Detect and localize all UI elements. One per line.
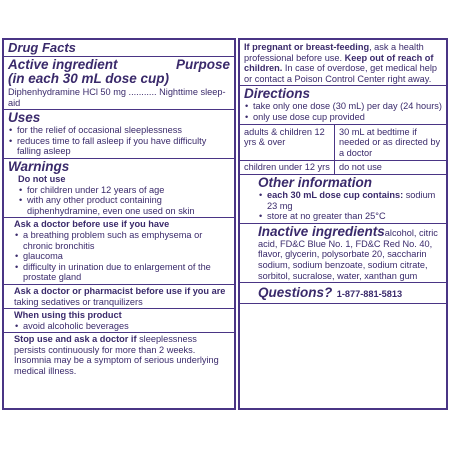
dosage-amount-cell: 30 mL at bedtime if needed or as directed by a doctor <box>339 126 441 158</box>
when-using-list <box>14 321 230 332</box>
ask-doctor-item: • glaucoma <box>14 251 230 262</box>
stop-use-text <box>4 333 234 377</box>
do-not-use-list <box>8 185 230 217</box>
directions-heading: Directions <box>244 86 311 102</box>
dosage-row <box>240 125 446 162</box>
do-not-use-heading: Do not use <box>18 173 66 184</box>
directions-item: • only use dose cup provided <box>244 112 442 123</box>
drug-facts-right-panel <box>238 38 448 410</box>
ask-doctor-item: • difficulty in urination due to enlargement of the prostate gland <box>14 262 230 283</box>
dosage-row <box>240 161 446 174</box>
dosage-age-cell: children under 12 yrs <box>240 161 335 174</box>
pregnancy-warning <box>240 40 446 85</box>
questions-section <box>240 283 446 303</box>
drug-facts-left-panel <box>2 38 236 410</box>
other-info-rest: sodium 23 mg <box>267 189 436 211</box>
other-info-heading: Other information <box>258 174 372 190</box>
other-info-item: • store at no greater than 25°C <box>258 211 442 222</box>
ask-pharmacist-rest: taking sedatives or tranquilizers <box>14 296 143 307</box>
dosage-table <box>240 124 446 175</box>
ask-doctor-heading: Ask a doctor before use if you have <box>14 219 170 230</box>
overdose-text: In case of overdose, get medical help or contact a Poison Control Center right away. <box>244 63 438 84</box>
other-info-item <box>258 190 442 211</box>
when-using-heading: When using this product <box>14 310 122 321</box>
uses-list <box>8 125 230 157</box>
ask-pharmacist-bold: Ask a doctor or pharmacist before use if you are <box>14 285 226 296</box>
uses-heading: Uses <box>8 110 41 126</box>
dosage-age-cell: adults & children 12 yrs & over <box>240 125 335 161</box>
pregnancy-text: , ask a health professional before use. <box>244 42 424 63</box>
other-info-list <box>258 190 442 222</box>
uses-item: • reduces time to fall asleep if you have difficulty falling asleep <box>8 136 230 157</box>
inactive-text: alcohol, citric acid, FD&C Blue No. 1, FD&C Red No. 40, flavor, glycerin, polysorbate 20, saccharin sodium, sodium benzoate, sodium citrate, sorbitol, sucralose, water, xanthan gum <box>258 227 438 281</box>
warnings-heading: Warnings <box>8 158 70 174</box>
ask-doctor-item: • a breathing problem such as emphysema or chronic bronchitis <box>14 230 230 251</box>
when-using-item: • avoid alcoholic beverages <box>14 321 230 332</box>
do-not-use-item: • with any other product containing diphenhydramine, even one used on skin <box>18 195 230 216</box>
active-ingredient-line: Diphenhydramine HCl 50 mg ........... Nighttime sleep-aid <box>8 87 226 108</box>
questions-phone: 1-877-881-5813 <box>336 289 403 300</box>
other-info-bold: each 30 mL dose cup contains: <box>267 189 404 200</box>
ask-pharmacist-text <box>4 285 234 308</box>
drug-facts-title: Drug Facts <box>8 40 76 55</box>
purpose-heading: Purpose <box>175 57 230 72</box>
dosage-amount-cell: do not use <box>339 162 382 173</box>
ask-doctor-list <box>14 230 230 283</box>
stop-use-bold: Stop use and ask a doctor if <box>14 334 137 345</box>
pregnancy-bold: If pregnant or breast-feeding <box>244 42 370 52</box>
active-ingredient-subheading: (in each 30 mL dose cup) <box>8 71 170 86</box>
active-ingredient-heading: Active ingredient <box>8 57 118 72</box>
stop-use-rest: sleeplessness persists continuously for more than 2 weeks. Insomnia may be a symptom of serious underlying medical illness. <box>14 334 219 377</box>
uses-item: • for the relief of occasional sleeplessness <box>8 125 230 136</box>
do-not-use-item: • for children under 12 years of age <box>18 185 230 196</box>
inactive-heading: Inactive ingredients <box>258 223 385 239</box>
questions-heading: Questions? <box>258 285 333 301</box>
directions-list <box>244 101 442 122</box>
directions-item: • take only one dose (30 mL) per day (24 hours) <box>244 101 442 112</box>
inactive-ingredients <box>240 224 446 282</box>
keep-out-of-reach-bold: Keep out of reach of children. <box>244 52 434 74</box>
